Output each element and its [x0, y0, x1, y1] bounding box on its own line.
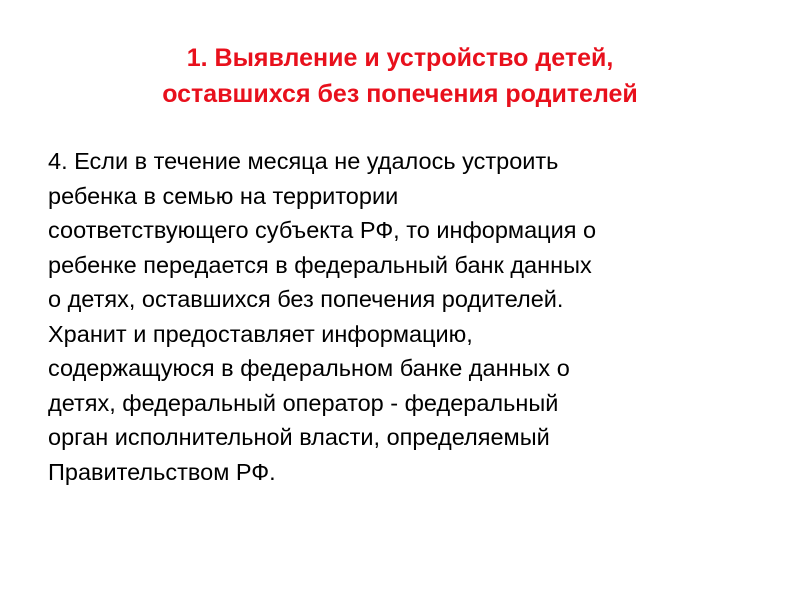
- body-line: орган исполнительной власти, определяемый: [48, 424, 550, 450]
- title-line: 1. Выявление и устройство детей,: [186, 44, 614, 72]
- slide-title: [40, 40, 760, 112]
- slide-body: [48, 144, 768, 489]
- body-line: о детях, оставшихся без попечения родителей.: [48, 286, 564, 312]
- body-line: соответствующего субъекта РФ, то информация о: [48, 217, 597, 243]
- body-line: Хранит и предоставляет информацию,: [48, 320, 473, 347]
- body-line: 4. Если в течение месяца не удалось устроить: [48, 148, 559, 174]
- title-line: оставшихся без попечения родителей: [162, 80, 638, 108]
- body-line: содержащуюся в федеральном банке данных о: [48, 355, 570, 381]
- body-line: ребенке передается в федеральный банк данных: [48, 251, 592, 278]
- body-line: Правительством РФ.: [48, 458, 276, 485]
- body-line: ребенка в семью на территории: [48, 182, 399, 209]
- body-line: детях, федеральный оператор - федеральный: [48, 389, 559, 416]
